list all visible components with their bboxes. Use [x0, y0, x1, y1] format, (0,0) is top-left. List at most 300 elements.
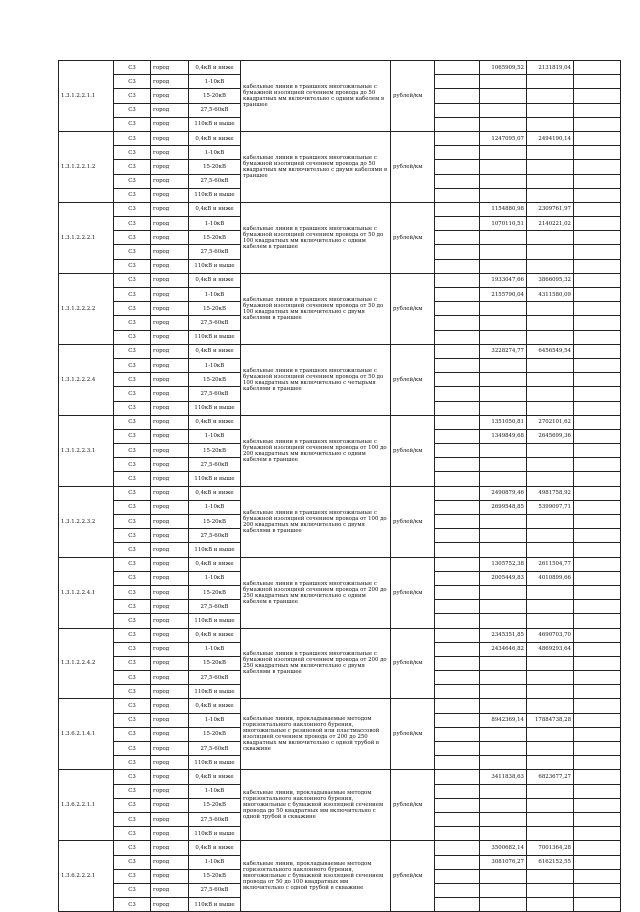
description-cell: кабельные линии в траншеях многожильные с бумажной изоляцией сечением провода от 50 до 100 квадратных мм включительно с двумя кабелями в траншее: [241, 273, 391, 344]
empty-cell: [574, 869, 621, 883]
empty-cell: [574, 827, 621, 841]
value-cell: [480, 188, 527, 202]
empty-cell: [435, 302, 480, 316]
value-cell: [480, 231, 527, 245]
territory-cell: город: [151, 415, 189, 429]
territory-cell: город: [151, 898, 189, 912]
empty-cell: [574, 571, 621, 585]
empty-cell: [574, 302, 621, 316]
empty-cell: [574, 259, 621, 273]
empty-cell: [574, 742, 621, 756]
unit-cell: рублей/км: [391, 770, 435, 841]
voltage-cell: 110кВ и выше: [189, 472, 241, 486]
empty-cell: [574, 600, 621, 614]
territory-cell: город: [151, 671, 189, 685]
value-cell: [480, 727, 527, 741]
empty-cell: [435, 557, 480, 571]
territory-cell: город: [151, 642, 189, 656]
value-cell: 1305752,38: [480, 557, 527, 571]
territory-cell: город: [151, 529, 189, 543]
territory-cell: город: [151, 174, 189, 188]
row-code: 1.3.1.2.2.4.2: [59, 628, 114, 699]
value-cell: [480, 742, 527, 756]
voltage-cell: 1-10кВ: [189, 217, 241, 231]
value-cell: 3411838,63: [480, 770, 527, 784]
value-cell: 3081076,27: [480, 855, 527, 869]
empty-cell: [574, 529, 621, 543]
value-cell: 2699548,85: [480, 500, 527, 514]
value-cell: [527, 358, 574, 372]
value-cell: [480, 89, 527, 103]
category-cell: С3: [114, 146, 151, 160]
value-cell: [527, 784, 574, 798]
empty-cell: [574, 500, 621, 514]
value-cell: [527, 798, 574, 812]
empty-cell: [574, 174, 621, 188]
value-cell: 3500682,14: [480, 841, 527, 855]
territory-cell: город: [151, 358, 189, 372]
territory-cell: город: [151, 61, 189, 75]
description-cell: кабельные линии, прокладываемые методом горизонтального наклонного бурения, многожильные с бумажной изоляцией сечением провода до 50 квадратных мм включительно с одной трубой в скважине: [241, 770, 391, 841]
territory-cell: город: [151, 75, 189, 89]
category-cell: С3: [114, 117, 151, 131]
category-cell: С3: [114, 259, 151, 273]
value-cell: [527, 472, 574, 486]
value-cell: [527, 245, 574, 259]
empty-cell: [435, 798, 480, 812]
value-cell: [527, 529, 574, 543]
empty-cell: [435, 628, 480, 642]
empty-cell: [435, 600, 480, 614]
territory-cell: город: [151, 217, 189, 231]
empty-cell: [574, 713, 621, 727]
table-row: [59, 628, 621, 642]
table-row: [59, 344, 621, 358]
category-cell: С3: [114, 387, 151, 401]
row-code: 1.3.1.2.2.3.1: [59, 415, 114, 486]
value-cell: 4311580,09: [527, 288, 574, 302]
description-cell: кабельные линии в траншеях многожильные с бумажной изоляцией сечением провода от 200 до 250 квадратных мм включительно с одним кабелем в траншее: [241, 557, 391, 628]
description-cell: кабельные линии в траншеях многожильные с бумажной изоляцией сечением провода от 50 до 100 квадратных мм включительно с одним кабелем в траншее: [241, 202, 391, 273]
territory-cell: город: [151, 841, 189, 855]
empty-cell: [435, 160, 480, 174]
empty-cell: [435, 883, 480, 897]
empty-cell: [435, 387, 480, 401]
value-cell: [480, 869, 527, 883]
row-code: 1.3.6.2.2.2.1: [59, 841, 114, 912]
territory-cell: город: [151, 302, 189, 316]
empty-cell: [435, 869, 480, 883]
value-cell: 1247095,07: [480, 131, 527, 145]
empty-cell: [435, 330, 480, 344]
territory-cell: город: [151, 117, 189, 131]
voltage-cell: 15-20кВ: [189, 89, 241, 103]
empty-cell: [435, 231, 480, 245]
value-cell: 5399097,71: [527, 500, 574, 514]
value-cell: [527, 231, 574, 245]
value-cell: 4981758,92: [527, 486, 574, 500]
voltage-cell: 27,5-60кВ: [189, 387, 241, 401]
empty-cell: [574, 217, 621, 231]
value-cell: [527, 302, 574, 316]
voltage-cell: 15-20кВ: [189, 656, 241, 670]
voltage-cell: 1-10кВ: [189, 75, 241, 89]
empty-cell: [435, 742, 480, 756]
row-code: 1.3.1.2.2.3.2: [59, 486, 114, 557]
empty-cell: [574, 316, 621, 330]
territory-cell: город: [151, 500, 189, 514]
territory-cell: город: [151, 89, 189, 103]
value-cell: [480, 827, 527, 841]
empty-cell: [574, 543, 621, 557]
voltage-cell: 27,5-60кВ: [189, 316, 241, 330]
voltage-cell: 27,5-60кВ: [189, 529, 241, 543]
value-cell: [480, 798, 527, 812]
value-cell: 2434646,82: [480, 642, 527, 656]
empty-cell: [435, 358, 480, 372]
description-cell: кабельные линии в траншеях многожильные с бумажной изоляцией сечением провода от 200 до 250 квадратных мм включительно с двумя кабелями в траншее: [241, 628, 391, 699]
value-cell: [527, 444, 574, 458]
value-cell: [480, 756, 527, 770]
territory-cell: город: [151, 656, 189, 670]
empty-cell: [574, 373, 621, 387]
category-cell: С3: [114, 798, 151, 812]
value-cell: [527, 585, 574, 599]
value-cell: [480, 685, 527, 699]
empty-cell: [574, 429, 621, 443]
empty-cell: [574, 75, 621, 89]
value-cell: [527, 827, 574, 841]
voltage-cell: 27,5-60кВ: [189, 671, 241, 685]
value-cell: [480, 103, 527, 117]
empty-cell: [435, 288, 480, 302]
tariff-table-body: [59, 61, 621, 912]
voltage-cell: 15-20кВ: [189, 302, 241, 316]
row-code: 1.3.1.2.2.4.1: [59, 557, 114, 628]
voltage-cell: 15-20кВ: [189, 869, 241, 883]
value-cell: [480, 146, 527, 160]
unit-cell: рублей/км: [391, 628, 435, 699]
category-cell: С3: [114, 188, 151, 202]
value-cell: 2490879,46: [480, 486, 527, 500]
category-cell: С3: [114, 429, 151, 443]
empty-cell: [435, 188, 480, 202]
category-cell: С3: [114, 742, 151, 756]
value-cell: 7001364,28: [527, 841, 574, 855]
empty-cell: [435, 727, 480, 741]
category-cell: С3: [114, 614, 151, 628]
value-cell: [527, 373, 574, 387]
table-row: [59, 699, 621, 713]
description-cell: кабельные линии в траншеях многожильные с бумажной изоляцией сечением провода до 50 квадратных мм включительно с двумя кабелями в траншее: [241, 131, 391, 202]
empty-cell: [435, 131, 480, 145]
voltage-cell: 27,5-60кВ: [189, 458, 241, 472]
category-cell: С3: [114, 444, 151, 458]
empty-cell: [574, 146, 621, 160]
empty-cell: [574, 160, 621, 174]
territory-cell: город: [151, 444, 189, 458]
value-cell: 6162152,55: [527, 855, 574, 869]
territory-cell: город: [151, 316, 189, 330]
category-cell: С3: [114, 784, 151, 798]
row-code: 1.3.1.2.2.2.4: [59, 344, 114, 415]
value-cell: [480, 302, 527, 316]
voltage-cell: 0,4кВ и ниже: [189, 770, 241, 784]
voltage-cell: 15-20кВ: [189, 373, 241, 387]
empty-cell: [435, 713, 480, 727]
value-cell: 4010899,66: [527, 571, 574, 585]
territory-cell: город: [151, 160, 189, 174]
category-cell: С3: [114, 245, 151, 259]
territory-cell: город: [151, 458, 189, 472]
empty-cell: [435, 529, 480, 543]
value-cell: [480, 529, 527, 543]
value-cell: [480, 444, 527, 458]
value-cell: [480, 614, 527, 628]
empty-cell: [435, 756, 480, 770]
territory-cell: город: [151, 883, 189, 897]
empty-cell: [435, 245, 480, 259]
category-cell: С3: [114, 89, 151, 103]
category-cell: С3: [114, 61, 151, 75]
value-cell: 4869293,64: [527, 642, 574, 656]
territory-cell: город: [151, 330, 189, 344]
value-cell: [527, 174, 574, 188]
voltage-cell: 0,4кВ и ниже: [189, 344, 241, 358]
voltage-cell: 15-20кВ: [189, 231, 241, 245]
empty-cell: [435, 500, 480, 514]
empty-cell: [574, 103, 621, 117]
value-cell: [527, 387, 574, 401]
territory-cell: город: [151, 742, 189, 756]
empty-cell: [574, 756, 621, 770]
territory-cell: город: [151, 401, 189, 415]
empty-cell: [435, 656, 480, 670]
description-cell: кабельные линии в траншеях многожильные с бумажной изоляцией сечением провода до 50 квадратных мм включительно с одним кабелем в траншее: [241, 61, 391, 132]
territory-cell: город: [151, 798, 189, 812]
territory-cell: город: [151, 600, 189, 614]
value-cell: 1065909,52: [480, 61, 527, 75]
value-cell: [480, 543, 527, 557]
category-cell: С3: [114, 415, 151, 429]
empty-cell: [435, 671, 480, 685]
value-cell: [480, 174, 527, 188]
empty-cell: [574, 812, 621, 826]
category-cell: С3: [114, 827, 151, 841]
value-cell: 1933047,66: [480, 273, 527, 287]
category-cell: С3: [114, 202, 151, 216]
voltage-cell: 27,5-60кВ: [189, 812, 241, 826]
voltage-cell: 27,5-60кВ: [189, 600, 241, 614]
value-cell: [527, 600, 574, 614]
value-cell: [480, 812, 527, 826]
value-cell: [480, 245, 527, 259]
voltage-cell: 0,4кВ и ниже: [189, 486, 241, 500]
category-cell: С3: [114, 231, 151, 245]
empty-cell: [574, 727, 621, 741]
value-cell: 2140221,02: [527, 217, 574, 231]
value-cell: [480, 515, 527, 529]
empty-cell: [435, 486, 480, 500]
empty-cell: [574, 628, 621, 642]
voltage-cell: 0,4кВ и ниже: [189, 841, 241, 855]
value-cell: 6456549,54: [527, 344, 574, 358]
value-cell: [480, 330, 527, 344]
row-code: 1.3.1.2.2.1.1: [59, 61, 114, 132]
value-cell: [480, 387, 527, 401]
value-cell: [480, 699, 527, 713]
territory-cell: город: [151, 727, 189, 741]
empty-cell: [435, 855, 480, 869]
category-cell: С3: [114, 515, 151, 529]
value-cell: 2494190,14: [527, 131, 574, 145]
category-cell: С3: [114, 571, 151, 585]
category-cell: С3: [114, 344, 151, 358]
unit-cell: рублей/км: [391, 699, 435, 770]
table-row: [59, 415, 621, 429]
territory-cell: город: [151, 770, 189, 784]
empty-cell: [435, 429, 480, 443]
unit-cell: рублей/км: [391, 61, 435, 132]
row-code: 1.3.6.2.1.4.1: [59, 699, 114, 770]
category-cell: С3: [114, 288, 151, 302]
voltage-cell: 1-10кВ: [189, 429, 241, 443]
voltage-cell: 15-20кВ: [189, 515, 241, 529]
value-cell: [527, 75, 574, 89]
empty-cell: [435, 812, 480, 826]
value-cell: [480, 671, 527, 685]
category-cell: С3: [114, 713, 151, 727]
territory-cell: город: [151, 273, 189, 287]
category-cell: С3: [114, 898, 151, 912]
voltage-cell: 0,4кВ и ниже: [189, 628, 241, 642]
empty-cell: [574, 486, 621, 500]
unit-cell: рублей/км: [391, 486, 435, 557]
table-row: [59, 61, 621, 75]
empty-cell: [435, 415, 480, 429]
empty-cell: [574, 444, 621, 458]
value-cell: [527, 259, 574, 273]
description-cell: кабельные линии в траншеях многожильные с бумажной изоляцией сечением провода от 100 до 200 квадратных мм включительно с одним кабелем в траншее: [241, 415, 391, 486]
territory-cell: город: [151, 288, 189, 302]
empty-cell: [574, 344, 621, 358]
empty-cell: [435, 174, 480, 188]
category-cell: С3: [114, 812, 151, 826]
category-cell: С3: [114, 160, 151, 174]
category-cell: С3: [114, 671, 151, 685]
voltage-cell: 1-10кВ: [189, 500, 241, 514]
empty-cell: [435, 75, 480, 89]
empty-cell: [574, 770, 621, 784]
value-cell: [527, 89, 574, 103]
value-cell: 2005449,83: [480, 571, 527, 585]
value-cell: [480, 316, 527, 330]
value-cell: 2702101,62: [527, 415, 574, 429]
row-code: 1.3.1.2.2.2.1: [59, 202, 114, 273]
value-cell: [527, 188, 574, 202]
empty-cell: [435, 784, 480, 798]
value-cell: 2309761,97: [527, 202, 574, 216]
territory-cell: город: [151, 557, 189, 571]
empty-cell: [574, 671, 621, 685]
territory-cell: город: [151, 131, 189, 145]
empty-cell: [574, 458, 621, 472]
voltage-cell: 15-20кВ: [189, 160, 241, 174]
value-cell: 3228274,77: [480, 344, 527, 358]
value-cell: [527, 671, 574, 685]
voltage-cell: 27,5-60кВ: [189, 174, 241, 188]
empty-cell: [574, 798, 621, 812]
territory-cell: город: [151, 543, 189, 557]
category-cell: С3: [114, 727, 151, 741]
category-cell: С3: [114, 75, 151, 89]
value-cell: [527, 742, 574, 756]
empty-cell: [574, 358, 621, 372]
voltage-cell: 0,4кВ и ниже: [189, 699, 241, 713]
voltage-cell: 1-10кВ: [189, 358, 241, 372]
category-cell: С3: [114, 642, 151, 656]
voltage-cell: 110кВ и выше: [189, 685, 241, 699]
category-cell: С3: [114, 883, 151, 897]
value-cell: [480, 373, 527, 387]
category-cell: С3: [114, 358, 151, 372]
category-cell: С3: [114, 869, 151, 883]
value-cell: [527, 614, 574, 628]
empty-cell: [574, 515, 621, 529]
category-cell: С3: [114, 273, 151, 287]
voltage-cell: 110кВ и выше: [189, 756, 241, 770]
category-cell: С3: [114, 373, 151, 387]
category-cell: С3: [114, 131, 151, 145]
value-cell: [527, 543, 574, 557]
territory-cell: город: [151, 869, 189, 883]
empty-cell: [574, 841, 621, 855]
table-row: [59, 557, 621, 571]
territory-cell: город: [151, 628, 189, 642]
value-cell: [527, 883, 574, 897]
territory-cell: город: [151, 585, 189, 599]
territory-cell: город: [151, 429, 189, 443]
value-cell: [480, 472, 527, 486]
value-cell: 1349849,68: [480, 429, 527, 443]
territory-cell: город: [151, 812, 189, 826]
territory-cell: город: [151, 713, 189, 727]
value-cell: [480, 117, 527, 131]
voltage-cell: 0,4кВ и ниже: [189, 557, 241, 571]
territory-cell: город: [151, 387, 189, 401]
category-cell: С3: [114, 543, 151, 557]
voltage-cell: 1-10кВ: [189, 855, 241, 869]
empty-cell: [435, 217, 480, 231]
unit-cell: рублей/км: [391, 131, 435, 202]
voltage-cell: 0,4кВ и ниже: [189, 131, 241, 145]
description-cell: кабельные линии, прокладываемые методом горизонтального наклонного бурения, многожильные с резиновой или пластмассовой изоляцией сечением провода от 200 до 250 квадратных мм включительно с одной трубой в скважине: [241, 699, 391, 770]
category-cell: С3: [114, 628, 151, 642]
empty-cell: [435, 401, 480, 415]
empty-cell: [574, 245, 621, 259]
empty-cell: [574, 330, 621, 344]
category-cell: С3: [114, 174, 151, 188]
value-cell: 3866095,32: [527, 273, 574, 287]
value-cell: [480, 585, 527, 599]
category-cell: С3: [114, 855, 151, 869]
table-row: [59, 841, 621, 855]
territory-cell: город: [151, 231, 189, 245]
voltage-cell: 110кВ и выше: [189, 401, 241, 415]
empty-cell: [574, 614, 621, 628]
empty-cell: [435, 685, 480, 699]
value-cell: [527, 316, 574, 330]
